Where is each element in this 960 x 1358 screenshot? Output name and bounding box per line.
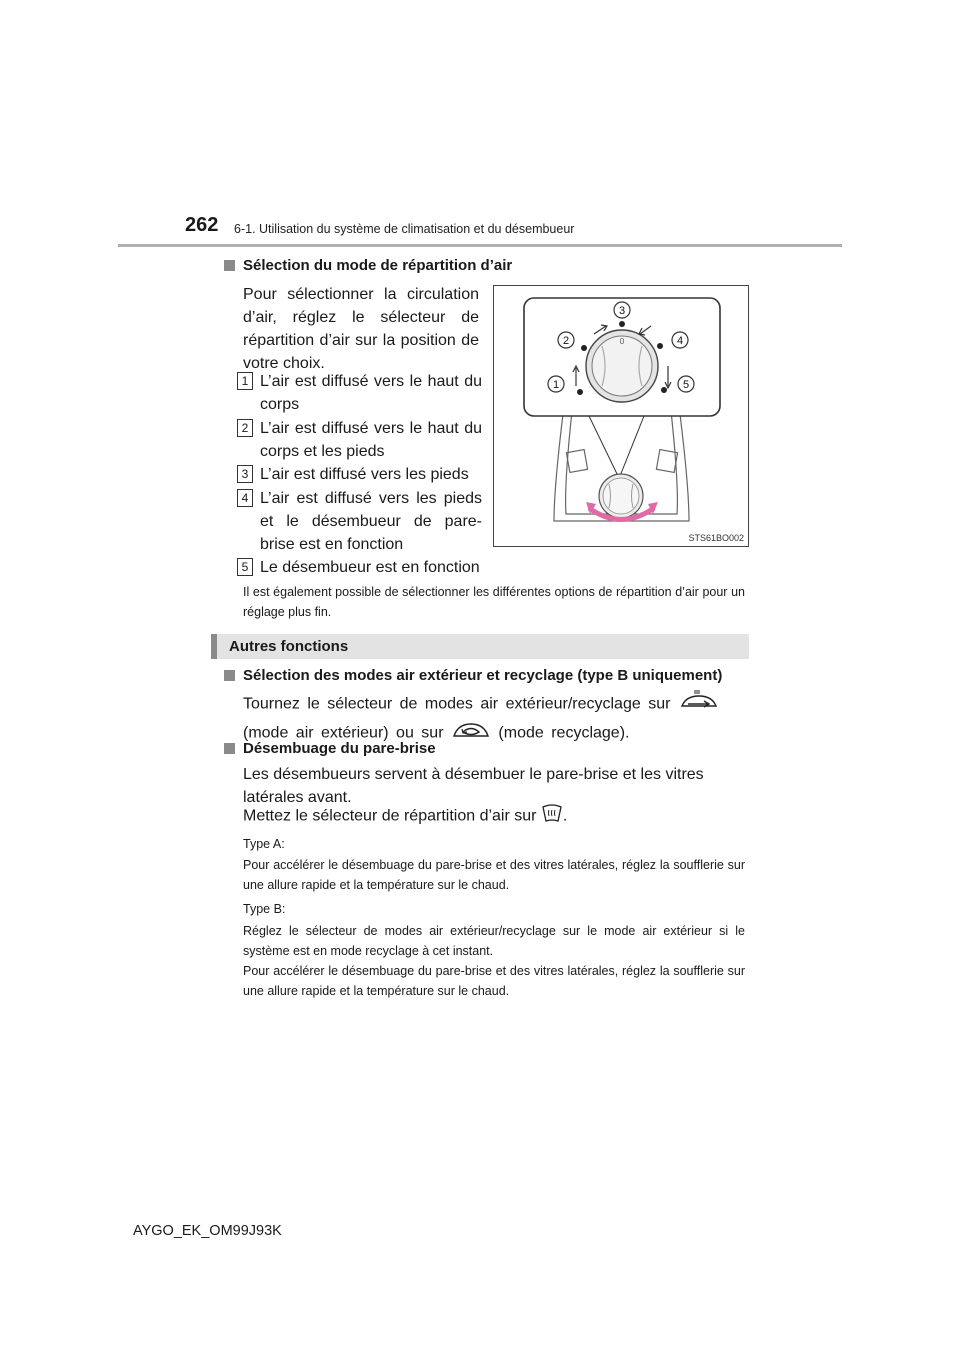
callout-number: 3 xyxy=(237,465,253,483)
type-b-label: Type B: xyxy=(243,902,286,916)
climate-control-figure xyxy=(493,285,749,547)
list-item: 2 L’air est diffusé vers le haut du corps et les pieds xyxy=(237,417,482,463)
figure-callout-1: 1 xyxy=(552,379,560,391)
figure-code: STS61BO002 xyxy=(688,533,744,543)
chapter-title: 6-1. Utilisation du système de climatisation et du désembueur xyxy=(234,222,575,236)
type-b-text-1: Réglez le sélecteur de modes air extérieur/recyclage sur le mode air extérieur si le système est en mode recyclage à cet instant. xyxy=(243,924,745,958)
document-code: AYGO_EK_OM99J93K xyxy=(133,1223,282,1239)
list-item: 3 L’air est diffusé vers les pieds xyxy=(237,463,482,486)
list-item: 4 L’air est diffusé vers les pieds et le désembueur de pare-brise est en fonction xyxy=(237,487,482,556)
type-a-label: Type A: xyxy=(243,837,285,851)
page-number: 262 xyxy=(185,214,219,236)
defog-paragraph-2: Mettez le sélecteur de répartition d’air sur . xyxy=(243,803,748,830)
figure-callout-5: 5 xyxy=(682,379,690,391)
header-divider xyxy=(118,244,842,247)
intro-paragraph: Pour sélectionner la circulation d’air, réglez le sélecteur de répartition d’air sur la position de votre choix. xyxy=(243,286,479,372)
type-b-text-2: Pour accélérer le désembuage du pare-brise et des vitres latérales, réglez la soufflerie sur une allure rapide et la température sur le chaud. xyxy=(243,964,745,998)
figure-callout-3: 3 xyxy=(618,305,626,317)
defog-paragraph-1: Les désembueurs servent à désembuer le pare-brise et les vitres latérales avant. xyxy=(243,766,704,806)
recirculation-mode-icon xyxy=(451,719,491,748)
callout-number: 2 xyxy=(237,419,253,437)
callout-number: 1 xyxy=(237,372,253,390)
list-item: 5 Le désembueur est en fonction xyxy=(237,556,537,579)
square-bullet-icon xyxy=(224,670,235,681)
figure-callout-4: 4 xyxy=(676,335,684,347)
square-bullet-icon xyxy=(224,743,235,754)
type-a-text: Pour accélérer le désembuage du pare-brise et des vitres latérales, réglez la soufflerie sur une allure rapide et la température sur le chaud. xyxy=(243,858,745,892)
list-item: 1 L’air est diffusé vers le haut du corps xyxy=(237,370,482,416)
section-heading-defogging: Désembuage du pare-brise xyxy=(224,740,436,757)
callout-number: 5 xyxy=(237,558,253,576)
section-heading-air-distribution: Sélection du mode de répartition d’air xyxy=(224,257,512,274)
outside-air-mode-icon xyxy=(678,690,720,719)
section-band-other-functions: Autres fonctions xyxy=(211,634,749,659)
note-paragraph: Il est également possible de sélectionner les différentes options de répartition d’air pour un réglage plus fin. xyxy=(243,585,745,619)
svg-text:0: 0 xyxy=(619,337,625,346)
air-distribution-dial-illustration xyxy=(494,286,748,546)
figure-callout-2: 2 xyxy=(562,335,570,347)
defroster-icon xyxy=(541,803,563,830)
square-bullet-icon xyxy=(224,260,235,271)
section-heading-recirculation: Sélection des modes air extérieur et recyclage (type B uniquement) xyxy=(224,667,722,684)
recirculation-paragraph: Tournez le sélecteur de modes air extérieur/recyclage sur (mode air extérieur) ou sur (mode recyclage). xyxy=(243,690,748,748)
callout-number: 4 xyxy=(237,489,253,507)
